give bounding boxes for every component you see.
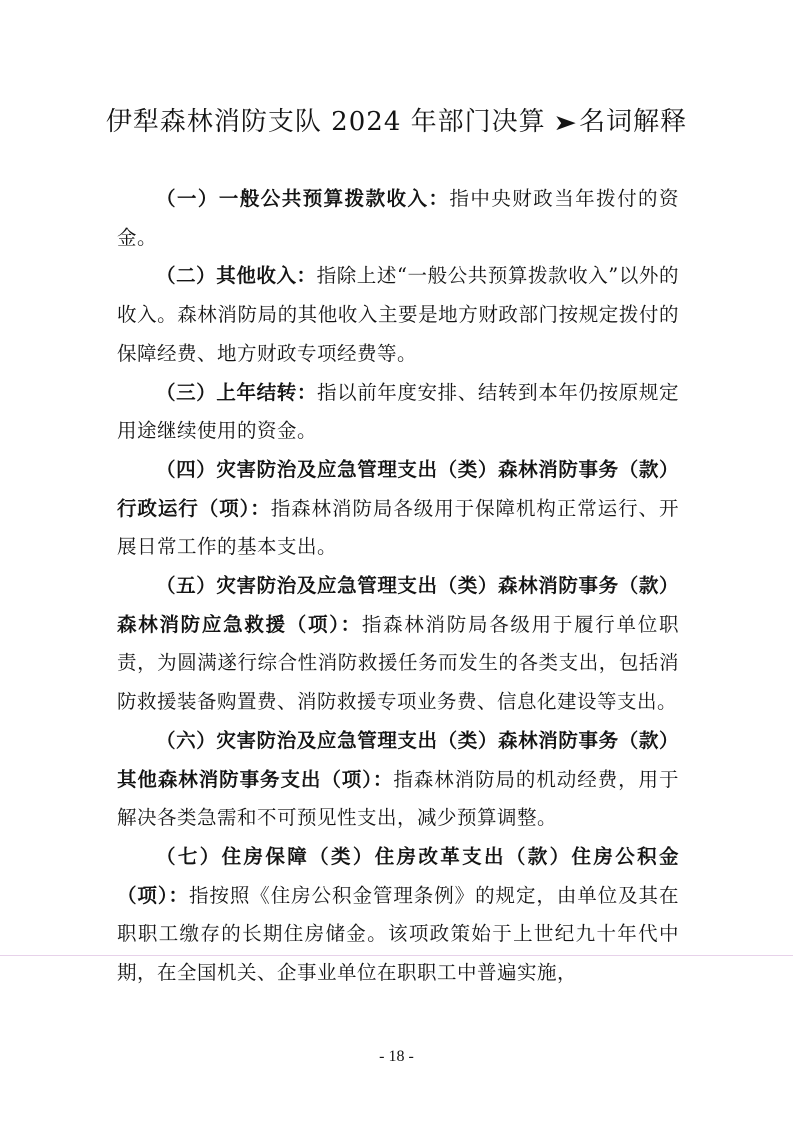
- paragraph-6: [117, 722, 679, 838]
- paragraph-text: 指除上述“一般公共预算拨款收入”以外的收入。森林消防局的其他收入主要是地方财政部门按规定拨付的保障经费、地方财政专项经费等。: [117, 264, 679, 365]
- paragraph-heading: （四）灾害防治及应急管理支出（类）森林消防事务（款）行政运行（项）：: [117, 457, 679, 520]
- page-title: [0, 102, 793, 144]
- paragraph-5: [117, 567, 679, 722]
- paragraph-2: [117, 257, 679, 373]
- paragraph-heading: （六）灾害防治及应急管理支出（类）森林消防事务（款）其他森林消防事务支出（项）：: [117, 728, 679, 791]
- paragraph-1: [117, 180, 679, 257]
- paragraph-heading: （二）其他收入：: [156, 264, 317, 288]
- paragraph-heading: （七）住房保障（类）住房改革支出（款）住房公积金（项）：: [117, 844, 679, 907]
- paragraph-text: 指以前年度安排、结转到本年仍按原规定用途继续使用的资金。: [117, 380, 679, 443]
- paragraph-text: 指森林消防局各级用于保障机构正常运行、开展日常工作的基本支出。: [117, 496, 679, 559]
- page-number: - 18 -: [379, 1048, 414, 1065]
- paragraph-text: 指森林消防局的机动经费，用于解决各类急需和不可预见性支出，减少预算调整。: [117, 767, 679, 830]
- paragraph-3: [117, 374, 679, 451]
- document-body: [117, 180, 679, 993]
- scan-line: [0, 955, 793, 956]
- title-main: 伊犁森林消防支队 2024 年部门决算: [105, 107, 546, 137]
- paragraph-heading: （五）灾害防治及应急管理支出（类）森林消防事务（款）森林消防应急救援（项）：: [117, 574, 679, 636]
- paragraph-heading: （一）一般公共预算拨款收入：: [156, 187, 450, 210]
- title-sub: 名词解释: [579, 107, 688, 137]
- paragraph-heading: （三）上年结转：: [156, 380, 317, 404]
- arrow-right-icon: ➤: [552, 111, 578, 136]
- paragraph-text: 指中央财政当年拨付的资金。: [117, 187, 679, 249]
- paragraph-4: [117, 451, 679, 567]
- paragraph-7: [117, 838, 679, 993]
- paragraph-text: 指按照《住房公积金管理条例》的规定，由单位及其在职职工缴存的长期住房储金。该项政策始于上世纪九十年代中期，在全国机关、企事业单位在职职工中普遍实施，: [117, 883, 679, 985]
- paragraph-text: 指森林消防局各级用于履行单位职责，为圆满遂行综合性消防救援任务而发生的各类支出，包括消防救援装备购置费、消防救援专项业务费、信息化建设等支出。: [117, 612, 679, 714]
